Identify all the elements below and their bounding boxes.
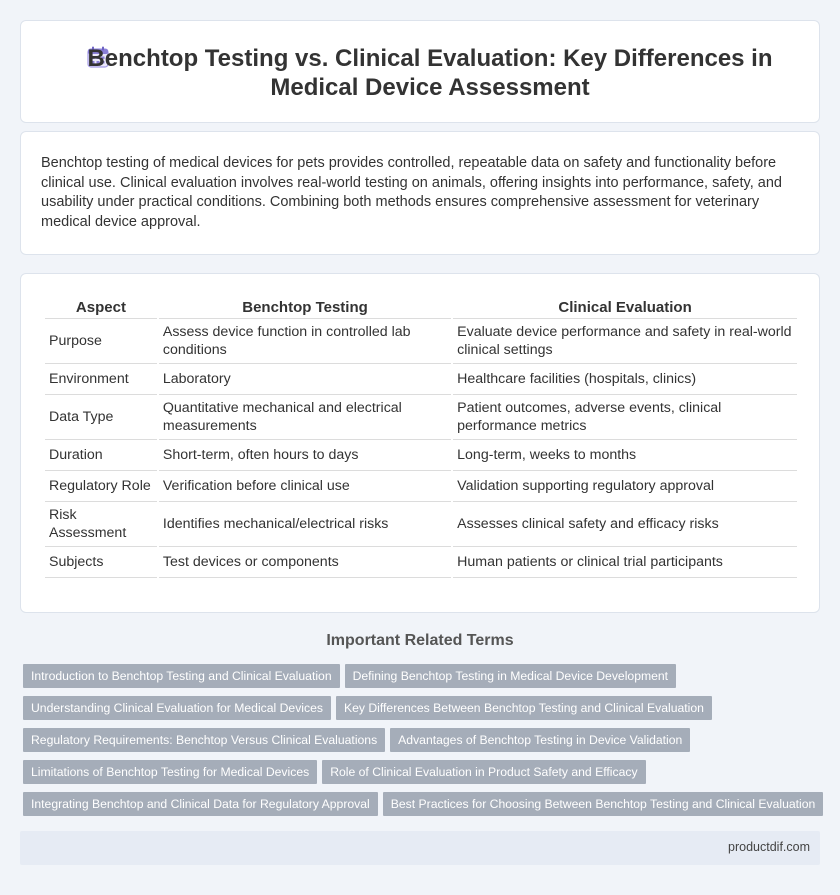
intro-paragraph: Benchtop testing of medical devices for pets provides controlled, repeatable data on safety and functionality before clinical use. Clinical evaluation involves real-world testing on animals, offering insights into performance, safety, and usability under practical conditions. Combining both methods ensures comprehensive assessment for veterinary medical device approval. bbox=[41, 155, 782, 230]
related-term-link[interactable]: Advantages of Benchtop Testing in Device Validation bbox=[390, 728, 690, 752]
intro-card bbox=[20, 131, 820, 255]
related-term-link[interactable]: Integrating Benchtop and Clinical Data for Regulatory Approval bbox=[23, 792, 378, 816]
table-row bbox=[45, 319, 797, 364]
table-cell: Duration bbox=[45, 440, 157, 471]
related-term-link[interactable]: Key Differences Between Benchtop Testing and Clinical Evaluation bbox=[336, 696, 712, 720]
table-cell: Patient outcomes, adverse events, clinical performance metrics bbox=[453, 395, 797, 440]
table-cell: Purpose bbox=[45, 319, 157, 364]
related-term-link[interactable]: Limitations of Benchtop Testing for Medical Devices bbox=[23, 760, 317, 784]
table-cell: Regulatory Role bbox=[45, 471, 157, 502]
table-row bbox=[45, 395, 797, 440]
related-term-link[interactable]: Role of Clinical Evaluation in Product Safety and Efficacy bbox=[322, 760, 645, 784]
related-terms-row bbox=[23, 760, 651, 784]
table-cell: Data Type bbox=[45, 395, 157, 440]
table-cell: Laboratory bbox=[159, 364, 451, 395]
table-row bbox=[45, 547, 797, 578]
related-terms-row bbox=[23, 664, 681, 688]
table-cell: Long-term, weeks to months bbox=[453, 440, 797, 471]
related-terms-row bbox=[23, 728, 695, 752]
table-cell: Environment bbox=[45, 364, 157, 395]
title-card bbox=[20, 20, 820, 123]
table-row bbox=[45, 471, 797, 502]
table-cell: Quantitative mechanical and electrical measurements bbox=[159, 395, 451, 440]
table-row bbox=[45, 440, 797, 471]
table-row bbox=[45, 364, 797, 395]
table-cell: Assess device function in controlled lab conditions bbox=[159, 319, 451, 364]
comparison-table bbox=[43, 296, 799, 578]
table-cell: Verification before clinical use bbox=[159, 471, 451, 502]
table-header-row bbox=[45, 296, 797, 319]
related-terms-row bbox=[23, 696, 717, 720]
related-term-link[interactable]: Understanding Clinical Evaluation for Medical Devices bbox=[23, 696, 331, 720]
comparison-card bbox=[20, 273, 820, 613]
related-term-link[interactable]: Defining Benchtop Testing in Medical Device Development bbox=[345, 664, 676, 688]
related-term-link[interactable]: Regulatory Requirements: Benchtop Versus Clinical Evaluations bbox=[23, 728, 385, 752]
table-row bbox=[45, 502, 797, 547]
table-cell: Identifies mechanical/electrical risks bbox=[159, 502, 451, 547]
site-name[interactable]: productdif.com bbox=[728, 840, 810, 854]
related-terms-heading: Important Related Terms bbox=[326, 632, 514, 649]
column-header: Benchtop Testing bbox=[159, 296, 451, 319]
table-cell: Healthcare facilities (hospitals, clinics) bbox=[453, 364, 797, 395]
table-cell: Human patients or clinical trial participants bbox=[453, 547, 797, 578]
column-header: Aspect bbox=[45, 296, 157, 319]
column-header: Clinical Evaluation bbox=[453, 296, 797, 319]
table-cell: Evaluate device performance and safety in real-world clinical settings bbox=[453, 319, 797, 364]
table-cell: Risk Assessment bbox=[45, 502, 157, 547]
page-title: Benchtop Testing vs. Clinical Evaluation: Key Differences in Medical Device Assessment bbox=[87, 45, 773, 101]
table-cell: Validation supporting regulatory approval bbox=[453, 471, 797, 502]
table-cell: Short-term, often hours to days bbox=[159, 440, 451, 471]
footer bbox=[20, 831, 820, 865]
related-term-link[interactable]: Best Practices for Choosing Between Benchtop Testing and Clinical Evaluation bbox=[383, 792, 824, 816]
table-cell: Assesses clinical safety and efficacy risks bbox=[453, 502, 797, 547]
related-terms-row bbox=[23, 792, 828, 816]
table-cell: Test devices or components bbox=[159, 547, 451, 578]
table-cell: Subjects bbox=[45, 547, 157, 578]
related-term-link[interactable]: Introduction to Benchtop Testing and Clinical Evaluation bbox=[23, 664, 340, 688]
